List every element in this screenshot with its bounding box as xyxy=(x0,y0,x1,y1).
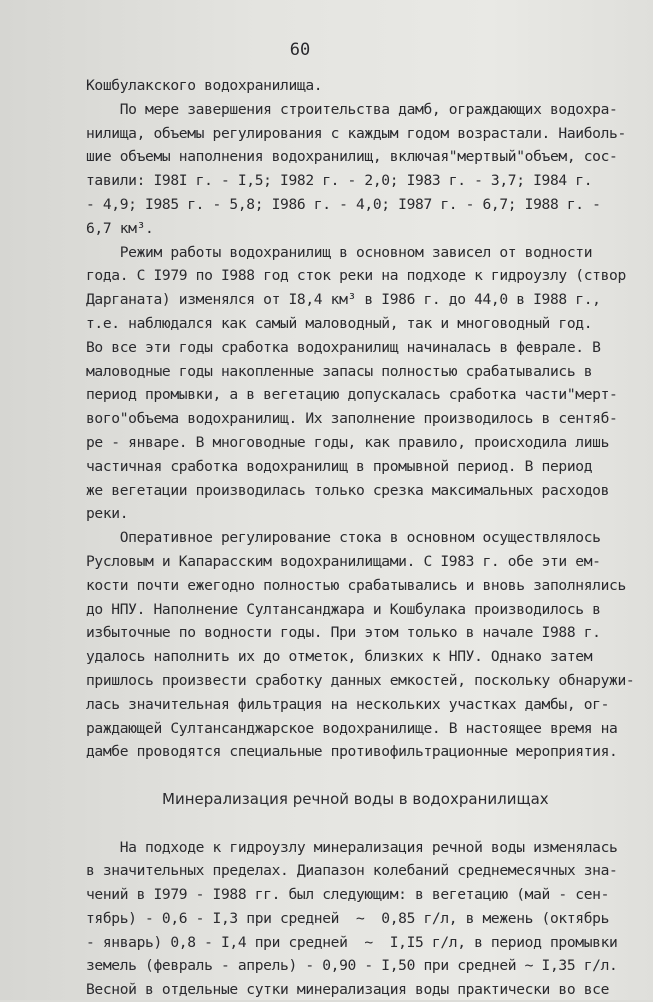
text-line: - январь) 0,8 - I,4 при средней ~ I,I5 г/л, в период промывки xyxy=(86,931,618,955)
text-line: лась значительная фильтрация на нескольких участках дамбы, ог- xyxy=(86,693,618,717)
text-line: чений в I979 - I988 гг. был следующим: в вегетацию (май - сен- xyxy=(86,883,618,907)
text-line: Режим работы водохранилищ в основном зависел от водности xyxy=(86,241,618,265)
text-line: частичная сработка водохранилищ в промывной период. В период xyxy=(86,455,618,479)
text-line: Дарганата) изменялся от I8,4 км³ в I986 г. до 44,0 в I988 г., xyxy=(86,288,618,312)
section-heading: Минерализация речной воды в водохранилищах xyxy=(86,788,618,812)
text-line: Во все эти годы сработка водохранилищ начиналась в феврале. В xyxy=(86,336,618,360)
text-line: реки. xyxy=(86,502,618,526)
text-line: - 4,9; I985 г. - 5,8; I986 г. - 4,0; I987 г. - 6,7; I988 г. - xyxy=(86,193,618,217)
body-text xyxy=(86,74,618,1002)
text-line: избыточные по водности годы. При этом только в начале I988 г. xyxy=(86,621,618,645)
text-line: На подходе к гидроузлу минерализация речной воды изменялась xyxy=(86,836,618,860)
text-line: тавили: I98I г. - I,5; I982 г. - 2,0; I983 г. - 3,7; I984 г. xyxy=(86,169,618,193)
text-line: года. С I979 по I988 год сток реки на подходе к гидроузлу (створ xyxy=(86,264,618,288)
text-line: вого"объема водохранилищ. Их заполнение производилось в сентяб- xyxy=(86,407,618,431)
text-line: до НПУ. Наполнение Султансанджара и Кошбулака производилось в xyxy=(86,598,618,622)
text-line: пришлось произвести сработку данных емкостей, поскольку обнаружи- xyxy=(86,669,618,693)
text-line: кости почти ежегодно полностью срабатывались и вновь заполнялись xyxy=(86,574,618,598)
text-line: ре - январе. В многоводные годы, как правило, происходила лишь xyxy=(86,431,618,455)
text-line: шие объемы наполнения водохранилищ, включая"мертвый"объем, сос- xyxy=(86,145,618,169)
text-line: удалось наполнить их до отметок, близких к НПУ. Однако затем xyxy=(86,645,618,669)
paragraph-block-1 xyxy=(86,74,618,764)
paragraph-block-2 xyxy=(86,836,618,1002)
page-number: 60 xyxy=(0,40,600,60)
text-line: период промывки, а в вегетацию допускалась сработка части"мерт- xyxy=(86,383,618,407)
text-line: Кошбулакского водохранилища. xyxy=(86,74,618,98)
text-line: земель (февраль - апрель) - 0,90 - I,50 при средней ~ I,35 г/л. xyxy=(86,954,618,978)
text-line: тябрь) - 0,6 - I,3 при средней ~ 0,85 г/л, в межень (октябрь xyxy=(86,907,618,931)
text-line: нилища, объемы регулирования с каждым годом возрастали. Наиболь- xyxy=(86,122,618,146)
text-line: По мере завершения строительства дамб, ограждающих водохра- xyxy=(86,98,618,122)
text-line: 6,7 км³. xyxy=(86,217,618,241)
text-line: в значительных пределах. Диапазон колебаний среднемесячных зна- xyxy=(86,859,618,883)
text-line: маловодные годы накопленные запасы полностью срабатывались в xyxy=(86,360,618,384)
text-line: раждающей Султансанджарское водохранилище. В настоящее время на xyxy=(86,717,618,741)
text-line: дамбе проводятся специальные противофильтрационные мероприятия. xyxy=(86,740,618,764)
text-line: Русловым и Капарасским водохранилищами. С I983 г. обе эти ем- xyxy=(86,550,618,574)
text-line: Оперативное регулирование стока в основном осуществлялось xyxy=(86,526,618,550)
text-line: же вегетации производилась только срезка максимальных расходов xyxy=(86,479,618,503)
text-line: Весной в отдельные сутки минерализация воды практически во все xyxy=(86,978,618,1002)
text-line: т.е. наблюдался как самый маловодный, так и многоводный год. xyxy=(86,312,618,336)
